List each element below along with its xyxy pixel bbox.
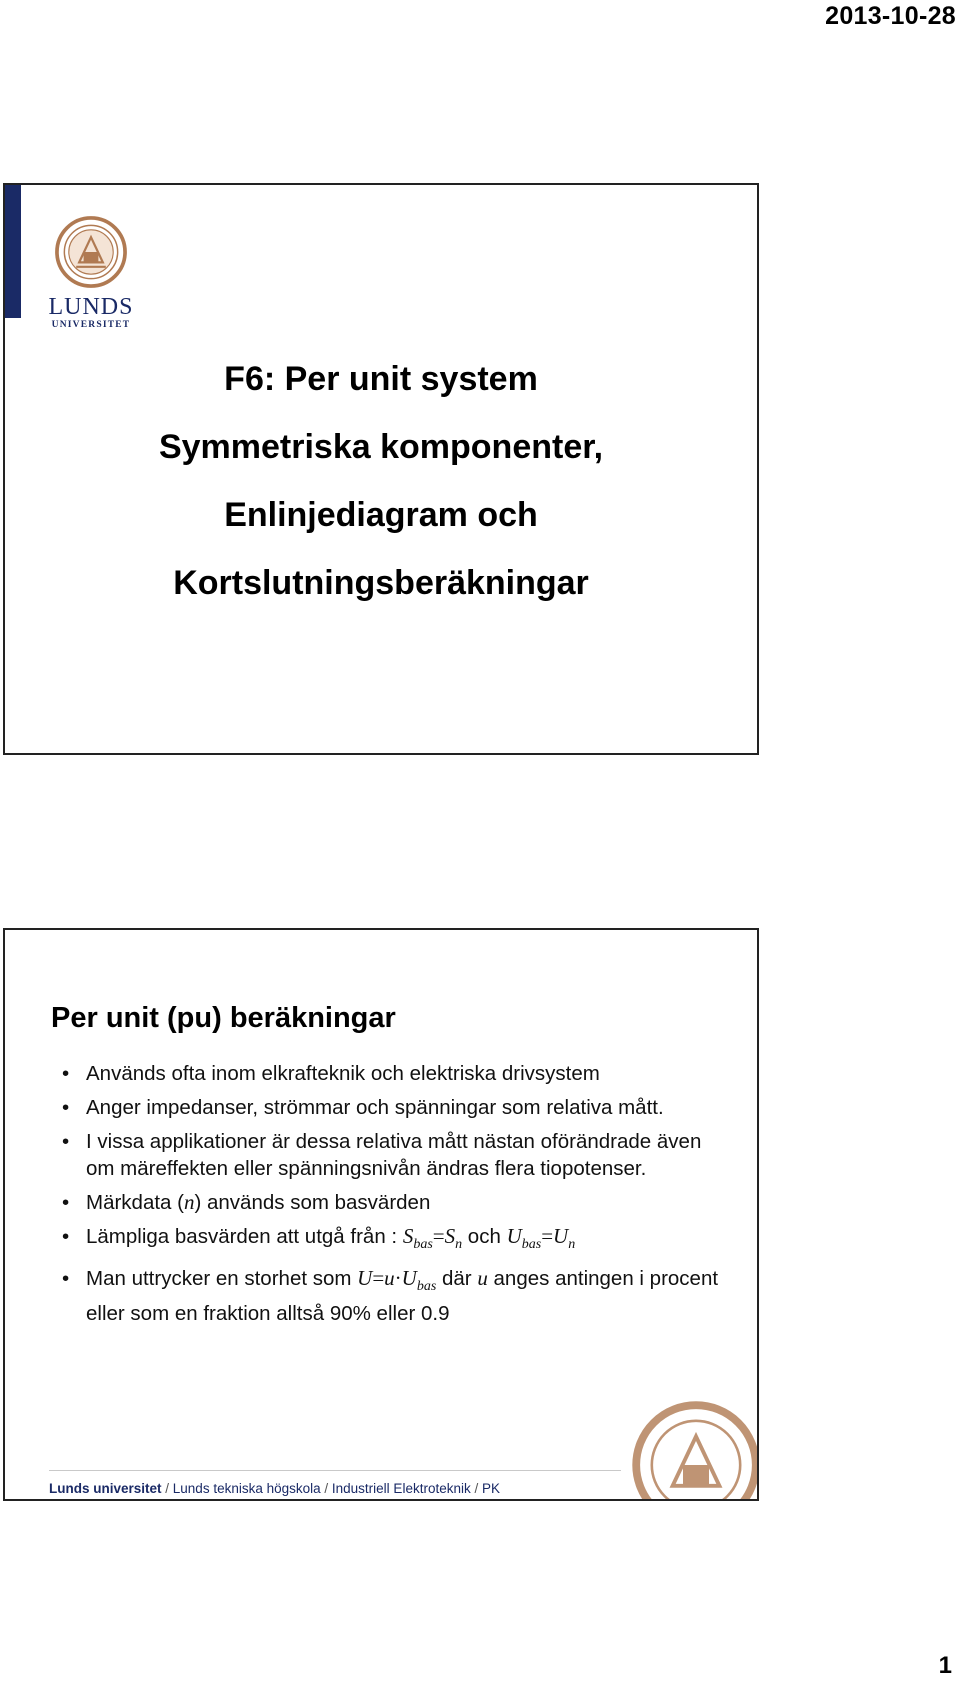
bullet-item (60, 1060, 720, 1087)
math-subscript: n (455, 1237, 463, 1252)
footer-divider (49, 1470, 621, 1471)
bullet-item (60, 1189, 720, 1216)
bullet-list (60, 1060, 720, 1334)
math-var: n (183, 1190, 195, 1214)
math-var: S (402, 1224, 414, 1248)
page-number: 1 (938, 1652, 952, 1679)
logo-subtitle: UNIVERSITET (51, 320, 131, 330)
math-operator: · (394, 1266, 402, 1290)
title-line: Kortslutningsberäkningar (173, 564, 589, 602)
bullet-item (60, 1265, 720, 1327)
bullet-text: Man uttrycker en storhet som (86, 1267, 358, 1290)
bullet-text: där (436, 1267, 478, 1290)
slide-title-block (5, 345, 757, 617)
footer-separator: / (470, 1481, 482, 1496)
bullet-text: Används ofta inom elkrafteknik och elektriska drivsystem (86, 1062, 600, 1085)
slide-footer (49, 1481, 500, 1496)
math-var: S (444, 1224, 456, 1248)
content-slide (3, 928, 759, 1501)
footer-dept: Industriell Elektroteknik (331, 1481, 471, 1496)
header-date: 2013-10-28 (825, 2, 956, 30)
footer-separator: / (161, 1481, 173, 1496)
bullet-text: ) används som basvärden (194, 1191, 431, 1214)
title-line: Symmetriska komponenter, (158, 428, 604, 466)
math-subscript: bas (416, 1279, 437, 1294)
title-slide (3, 183, 759, 755)
bullet-item (60, 1223, 720, 1258)
slide-heading: Per unit (pu) beräkningar (51, 1002, 396, 1034)
math-var: u (477, 1266, 488, 1290)
bullet-text: och (462, 1225, 507, 1248)
math-var: U (357, 1266, 373, 1290)
math-operator: = (432, 1224, 445, 1248)
footer-faculty: Lunds tekniska högskola (172, 1481, 321, 1496)
math-var: U (553, 1224, 569, 1248)
math-var: U (506, 1224, 522, 1248)
bullet-item (60, 1128, 720, 1182)
math-subscript: bas (413, 1237, 433, 1252)
math-var: u (384, 1266, 395, 1290)
university-seal-icon (54, 215, 128, 289)
lunds-university-logo (45, 215, 137, 331)
bullet-text: anges antingen i procent eller som en fraktion alltså 90% eller 0.9 (86, 1267, 719, 1325)
bullet-text: I vissa applikationer är dessa relativa mått nästan oförändrade även om märeffekten eller spänningsnivån ändras flera tiopotenser. (86, 1130, 702, 1180)
university-seal-icon (631, 1400, 759, 1501)
bullet-text: Anger impedanser, strömmar och spänningar som relativa mått. (86, 1096, 664, 1119)
footer-separator: / (320, 1481, 332, 1496)
math-var: U (401, 1266, 417, 1290)
footer-initials: PK (481, 1481, 500, 1496)
bullet-text: Lämpliga basvärden att utgå från : (86, 1225, 403, 1248)
title-line: F6: Per unit system (224, 360, 538, 398)
title-line: Enlinjediagram och (224, 496, 538, 534)
math-operator: = (541, 1224, 554, 1248)
bullet-text: Märkdata ( (86, 1191, 184, 1214)
math-subscript: bas (521, 1237, 542, 1252)
math-subscript: n (568, 1237, 576, 1252)
bullet-item (60, 1094, 720, 1121)
brand-bar (5, 185, 21, 318)
math-operator: = (372, 1266, 385, 1290)
footer-org: Lunds universitet (49, 1481, 162, 1496)
logo-wordmark: LUNDS (48, 294, 134, 320)
